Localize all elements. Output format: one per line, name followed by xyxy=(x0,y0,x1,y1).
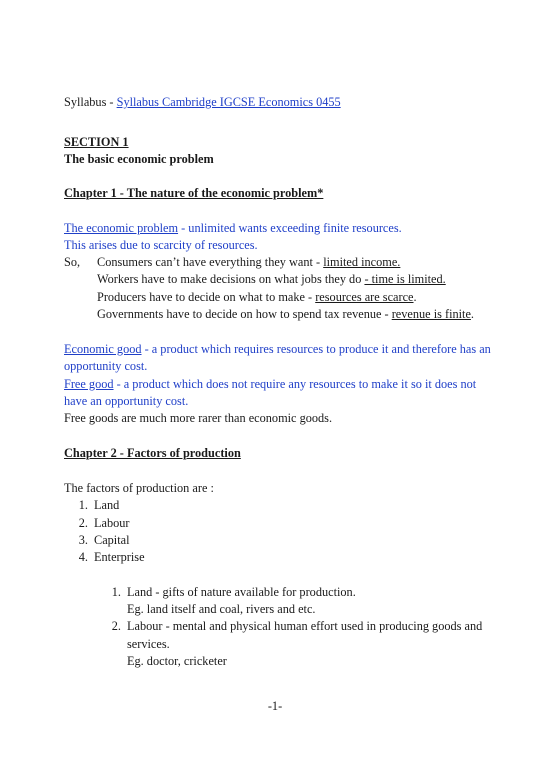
point-workers xyxy=(97,272,446,287)
economic-problem-term[interactable]: The economic problem xyxy=(64,221,179,235)
list-item-label: Land xyxy=(94,498,120,512)
detail-text: Land - gifts of nature available for production. xyxy=(127,585,356,599)
point-tail: . xyxy=(470,307,474,321)
economic-good-term[interactable]: Economic good xyxy=(64,342,142,356)
scarcity-line: This arises due to scarcity of resources. xyxy=(64,238,258,252)
detail-text: Labour - mental and physical human effort used in producing goods and xyxy=(127,619,483,633)
detail-land-example: Eg. land itself and coal, rivers and etc. xyxy=(127,602,316,616)
point-text: Producers have to decide on what to make - xyxy=(97,290,316,304)
list-number: 1. xyxy=(111,585,121,599)
free-good-continued: have an opportunity cost. xyxy=(64,394,189,408)
so-label: So, xyxy=(64,255,81,269)
chapter2-title: Chapter 2 - Factors of production xyxy=(64,446,241,460)
list-number: 3. xyxy=(78,533,88,547)
free-good-text: - a product which does not require any resources to make it so it does not xyxy=(113,377,477,391)
point-governments xyxy=(97,307,474,322)
list-item-label: Capital xyxy=(94,533,130,547)
list-number: 2. xyxy=(78,516,88,530)
free-good-definition xyxy=(64,377,476,392)
list-item xyxy=(70,498,119,513)
economic-problem-text: - unlimited wants exceeding finite resources. xyxy=(178,221,402,235)
point-text: Consumers can’t have everything they want - xyxy=(97,255,324,269)
point-emphasis: resources are scarce xyxy=(315,290,414,304)
list-item xyxy=(70,533,130,548)
economic-problem-definition xyxy=(64,221,402,236)
detail-labour xyxy=(103,619,482,634)
point-consumers xyxy=(97,255,400,270)
point-text: Governments have to decide on how to spend tax revenue - xyxy=(97,307,392,321)
free-good-term[interactable]: Free good xyxy=(64,377,114,391)
syllabus-line xyxy=(64,95,341,110)
point-emphasis: - time is limited. xyxy=(364,272,446,286)
detail-land xyxy=(103,585,356,600)
section-label: SECTION 1 xyxy=(64,135,129,149)
point-producers xyxy=(97,290,417,305)
list-number: 4. xyxy=(78,550,88,564)
economic-good-text: - a product which requires resources to produce it and therefore has an xyxy=(141,342,491,356)
detail-labour-example: Eg. doctor, cricketer xyxy=(127,654,227,668)
point-emphasis: revenue is finite xyxy=(391,307,471,321)
list-number: 1. xyxy=(78,498,88,512)
detail-labour-continued: services. xyxy=(127,637,170,651)
list-item-label: Enterprise xyxy=(94,550,145,564)
page-number: -1- xyxy=(267,699,283,713)
syllabus-link[interactable]: Syllabus Cambridge IGCSE Economics 0455 xyxy=(116,95,341,109)
rarer-line: Free goods are much more rarer than economic goods. xyxy=(64,411,333,425)
point-tail: . xyxy=(413,290,417,304)
syllabus-prefix: Syllabus - xyxy=(64,95,117,109)
list-item-label: Labour xyxy=(94,516,130,530)
list-item xyxy=(70,516,130,531)
list-item xyxy=(70,550,145,565)
economic-good-continued: opportunity cost. xyxy=(64,359,148,373)
list-number: 2. xyxy=(111,619,121,633)
factors-intro: The factors of production are : xyxy=(64,481,214,495)
chapter1-title: Chapter 1 - The nature of the economic problem* xyxy=(64,186,324,200)
point-emphasis: limited income. xyxy=(323,255,401,269)
economic-good-definition xyxy=(64,342,491,357)
point-text: Workers have to make decisions on what jobs they do xyxy=(97,272,365,286)
section-title: The basic economic problem xyxy=(64,152,214,166)
